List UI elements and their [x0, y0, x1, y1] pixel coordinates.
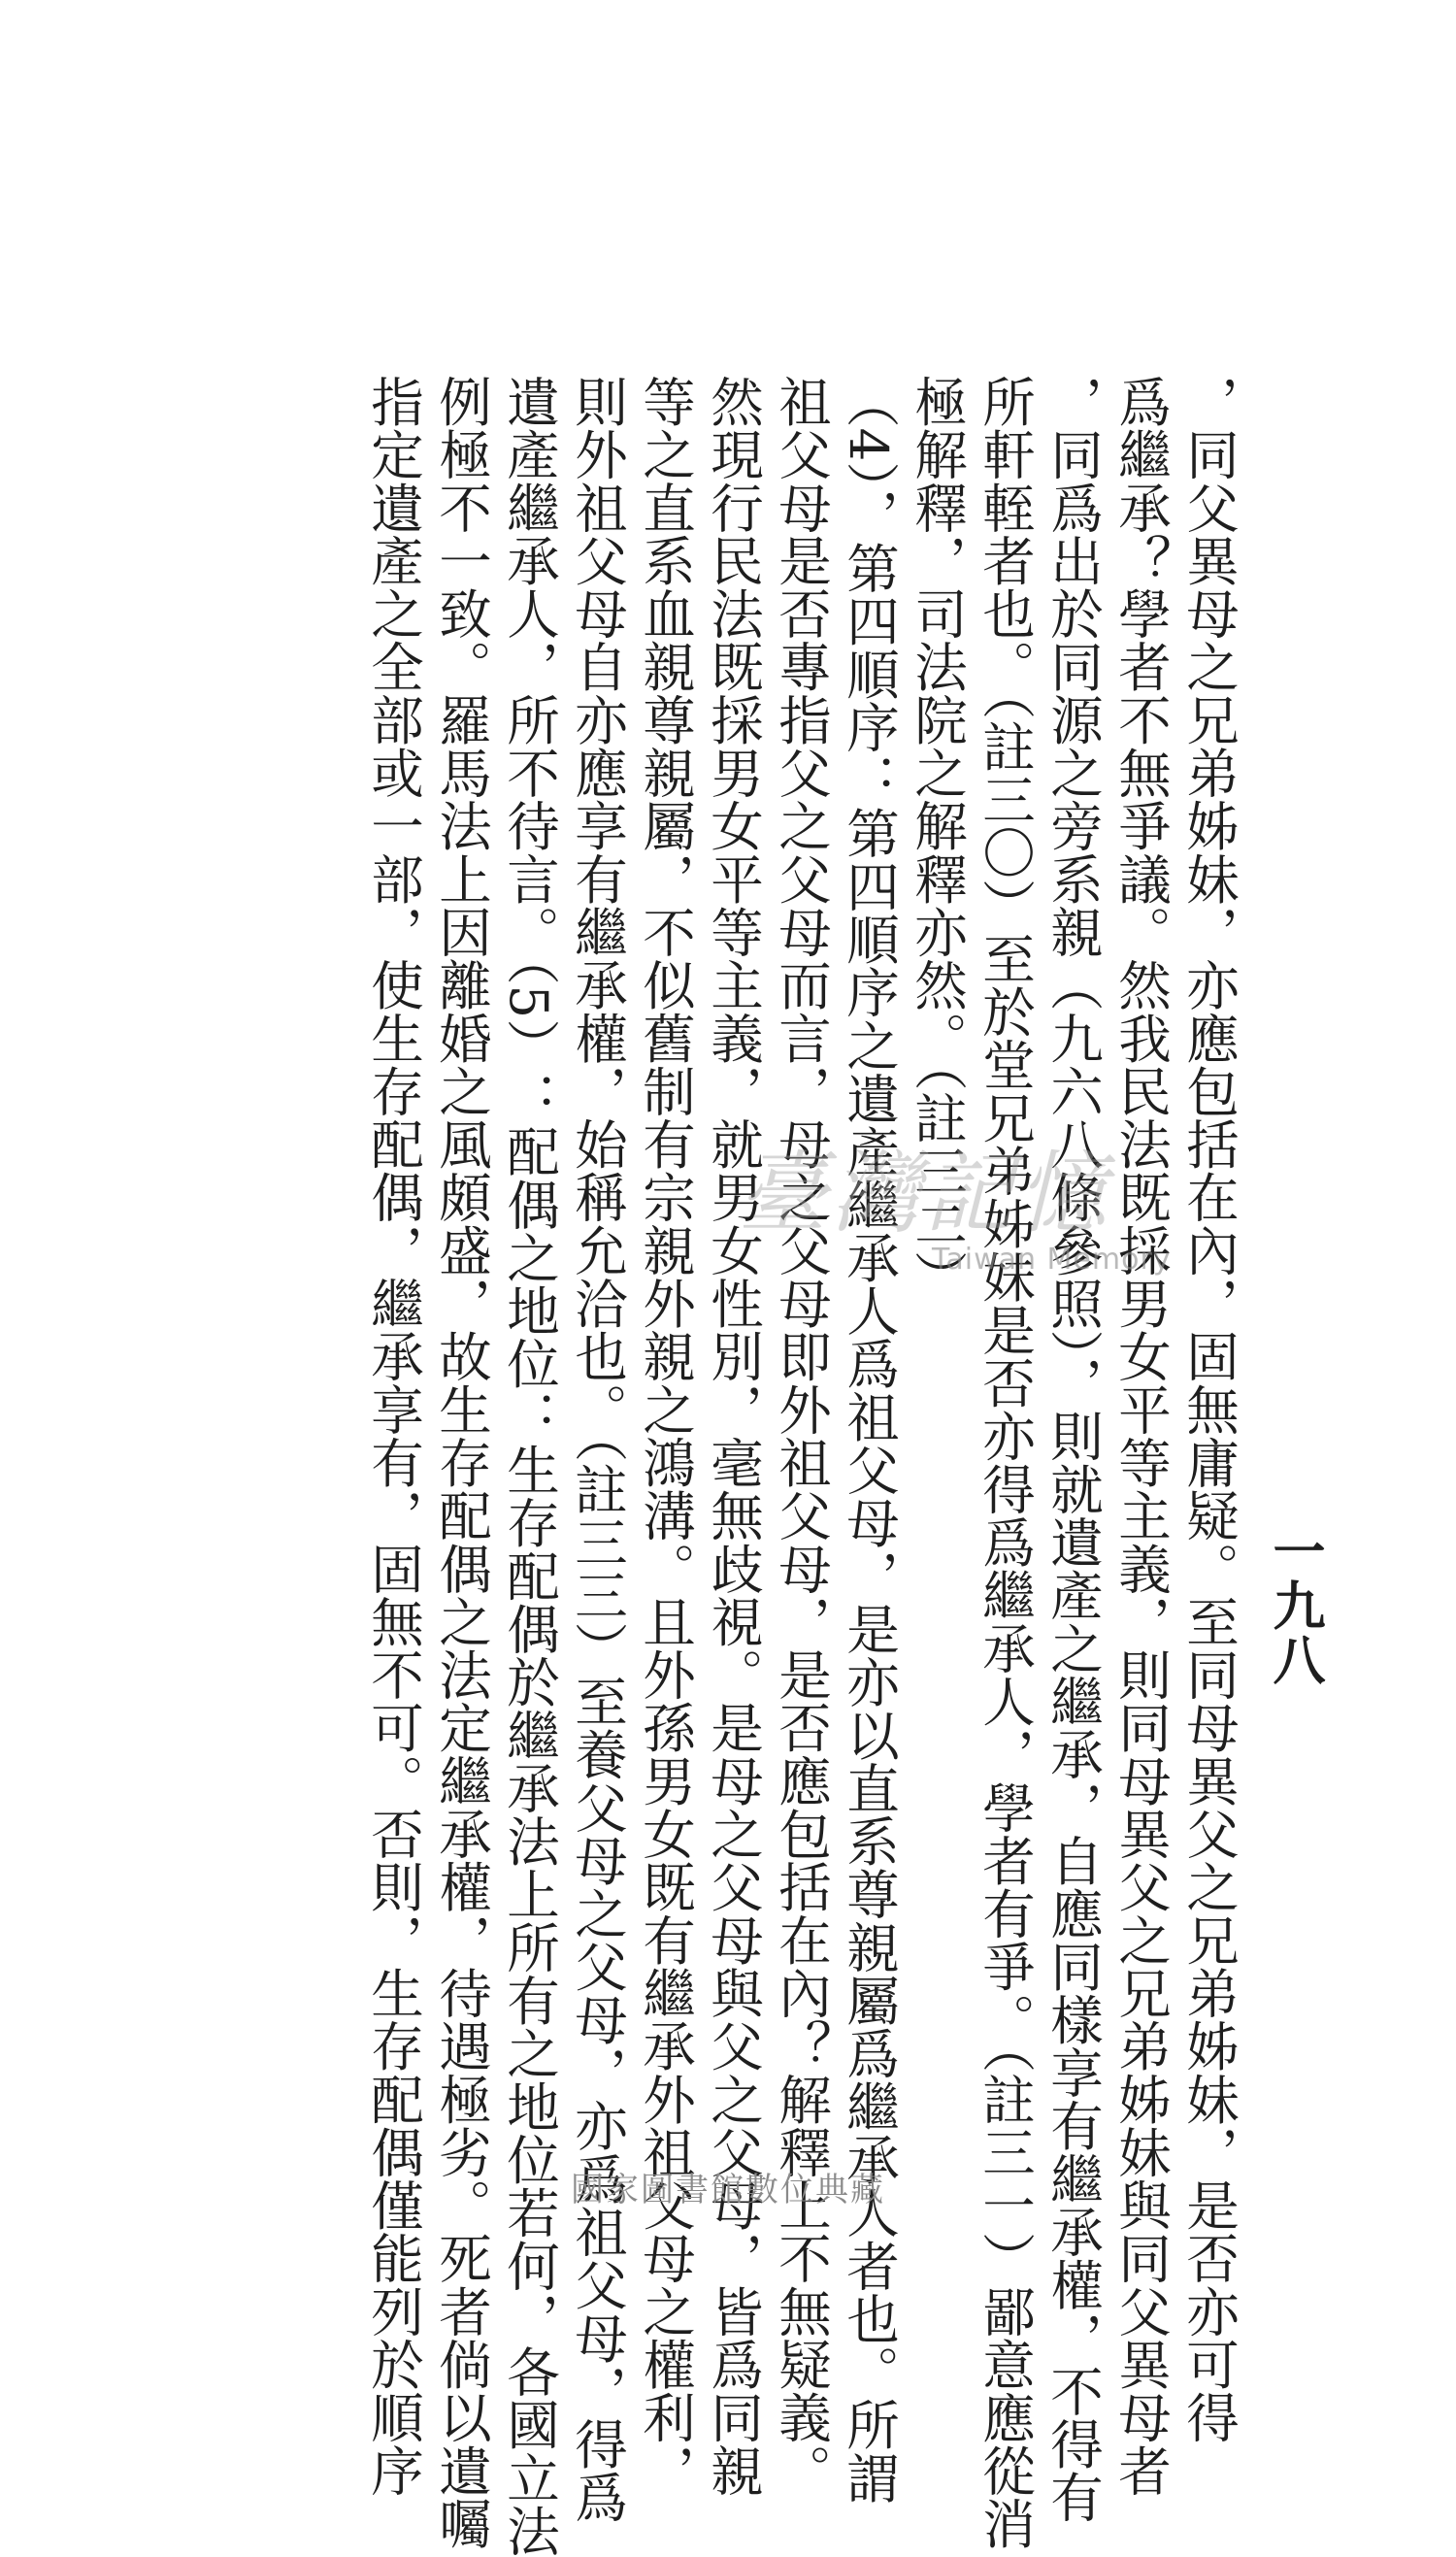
text-line: 然現行民法既採男女平等主義，就男女性別，毫無歧視。是母之父母與父之父母，皆爲同親 [702, 375, 764, 2497]
watermark-subtitle: Taiwan Memory [932, 1243, 1172, 1277]
text-line: ，同父異母之兄弟姊妹，亦應包括在內，固無庸疑。至同母異父之兄弟姊妹，是否亦可得 [1177, 375, 1240, 2444]
text-line: 極解釋，司法院之解釋亦然。（註三二） [906, 375, 968, 1304]
text-line: 則外祖父母自亦應享有繼承權，始稱允洽也。（註三三）至養父母之父母，亦爲祖父母，得爲 [566, 375, 628, 2524]
text-line: 指定遺產之全部或一部，使生存配偶，繼承享有，固無不可。否則，生存配偶僅能列於順序 [362, 375, 424, 2497]
text-line: 等之直系血親尊親屬，不似舊制有宗親外親之鴻溝。且外孫男女既有繼承外祖父母之權利， [634, 375, 696, 2497]
text-line: 祖父母是否專指父之父母而言，母之父母即外祖父母，是否應包括在內？解釋上不無疑義。 [770, 375, 832, 2497]
text-line: 遺產繼承人，所不待言。（5）：配偶之地位：生存配偶於繼承法上所有之地位若何，各國立法 [498, 375, 560, 2557]
text-line: 所軒輊者也。（註三〇）至於堂兄弟姊妹是否亦得爲繼承人，學者有爭。（註三一）鄙意應從消 [974, 375, 1036, 2550]
page-number: 一九八 [1265, 1524, 1327, 1687]
text-line: 例極不一致。羅馬法上因離婚之風頗盛，故生存配偶之法定繼承權，待遇極劣。死者倘以遺囑 [430, 375, 492, 2550]
text-line: 爲繼承？學者不無爭議。然我民法既採男女平等主義，則同母異父之兄弟姊妹與同父異母者 [1109, 375, 1172, 2497]
text-line: （4），第四順序：第四順序之遺產繼承人爲祖父母，是亦以直系尊親屬爲繼承人者也。所謂 [838, 375, 900, 2505]
footer-credit: 國家圖書館數位典藏 [571, 2171, 885, 2209]
watermark-title: 臺灣記憶 [738, 1142, 1111, 1245]
text-line: ，同爲出於同源之旁系親（九六八條參照），則就遺產之繼承，自應同樣享有繼承權，不得有 [1042, 375, 1104, 2524]
